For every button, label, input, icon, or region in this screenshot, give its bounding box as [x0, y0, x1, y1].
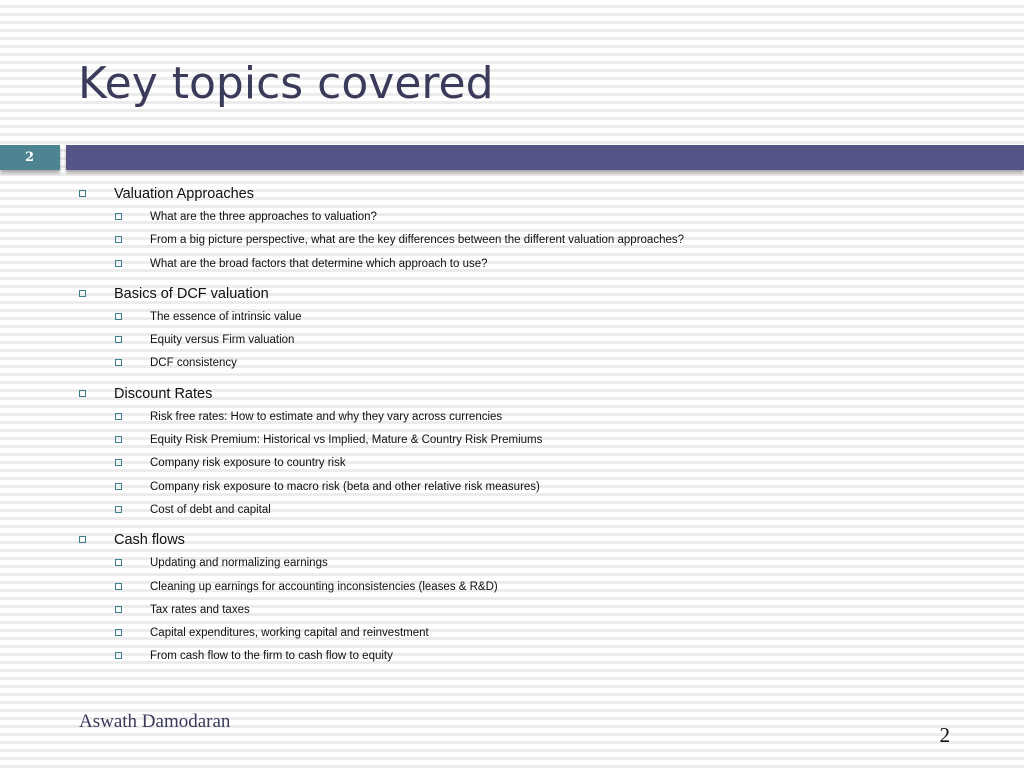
square-bullet-icon: [79, 536, 86, 543]
subtopic-label: DCF consistency: [150, 357, 237, 370]
subtopic-label: Company risk exposure to macro risk (beta and other relative risk measures): [150, 480, 540, 493]
subtopic-label: Equity Risk Premium: Historical vs Implied, Mature & Country Risk Premiums: [150, 434, 543, 447]
square-bullet-icon: [115, 606, 122, 613]
square-bullet-icon: [115, 236, 122, 243]
subtopic-list: [114, 552, 1008, 668]
footer-author: Aswath Damodaran: [79, 711, 231, 732]
topic-item: [78, 528, 1008, 668]
square-bullet-icon: [79, 190, 86, 197]
slide-number-tab: 2: [0, 145, 60, 170]
title-bar: [66, 145, 1024, 170]
square-bullet-icon: [79, 390, 86, 397]
subtopic-item: [114, 476, 1008, 499]
subtopic-label: Cost of debt and capital: [150, 503, 271, 516]
subtopic-item: [114, 352, 1008, 375]
subtopic-label: Cleaning up earnings for accounting inconsistencies (leases & R&D): [150, 580, 498, 593]
topic-item: [78, 282, 1008, 376]
subtopic-item: [114, 253, 1008, 276]
slide-title: Key topics covered: [78, 58, 494, 109]
square-bullet-icon: [79, 290, 86, 297]
subtopic-label: Updating and normalizing earnings: [150, 557, 328, 570]
topic-list: [78, 182, 1008, 675]
subtopic-item: [114, 499, 1008, 522]
square-bullet-icon: [115, 459, 122, 466]
topic-item: [78, 382, 1008, 522]
topic-label: Basics of DCF valuation: [114, 285, 269, 302]
square-bullet-icon: [115, 483, 122, 490]
subtopic-item: [114, 206, 1008, 229]
subtopic-item: [114, 229, 1008, 252]
subtopic-label: From cash flow to the firm to cash flow to equity: [150, 650, 393, 663]
subtopic-item: [114, 329, 1008, 352]
square-bullet-icon: [115, 413, 122, 420]
topic-item: [78, 182, 1008, 276]
square-bullet-icon: [115, 629, 122, 636]
square-bullet-icon: [115, 436, 122, 443]
subtopic-label: Equity versus Firm valuation: [150, 334, 295, 347]
subtopic-item: [114, 622, 1008, 645]
square-bullet-icon: [115, 583, 122, 590]
subtopic-label: What are the broad factors that determine which approach to use?: [150, 257, 488, 270]
subtopic-item: [114, 645, 1008, 668]
subtopic-item: [114, 552, 1008, 575]
subtopic-label: Tax rates and taxes: [150, 603, 250, 616]
subtopic-label: From a big picture perspective, what are the key differences between the different valuation approaches?: [150, 234, 685, 247]
subtopic-list: [114, 306, 1008, 376]
square-bullet-icon: [115, 336, 122, 343]
subtopic-list: [114, 206, 1008, 276]
topic-label: Cash flows: [114, 532, 185, 549]
subtopic-item: [114, 599, 1008, 622]
square-bullet-icon: [115, 652, 122, 659]
subtopic-item: [114, 452, 1008, 475]
topic-label: Discount Rates: [114, 385, 213, 402]
subtopic-item: [114, 406, 1008, 429]
square-bullet-icon: [115, 313, 122, 320]
subtopic-label: The essence of intrinsic value: [150, 310, 302, 323]
square-bullet-icon: [115, 559, 122, 566]
square-bullet-icon: [115, 506, 122, 513]
topic-label: Valuation Approaches: [114, 186, 255, 202]
subtopic-item: [114, 576, 1008, 599]
square-bullet-icon: [115, 359, 122, 366]
subtopic-label: Company risk exposure to country risk: [150, 457, 346, 470]
subtopic-label: What are the three approaches to valuation?: [150, 211, 377, 223]
subtopic-item: [114, 306, 1008, 329]
subtopic-item: [114, 429, 1008, 452]
subtopic-list: [114, 406, 1008, 522]
page-number: 2: [939, 723, 950, 747]
subtopic-label: Risk free rates: How to estimate and why they vary across currencies: [150, 410, 503, 423]
square-bullet-icon: [115, 213, 122, 220]
square-bullet-icon: [115, 260, 122, 267]
subtopic-label: Capital expenditures, working capital and reinvestment: [150, 627, 429, 640]
